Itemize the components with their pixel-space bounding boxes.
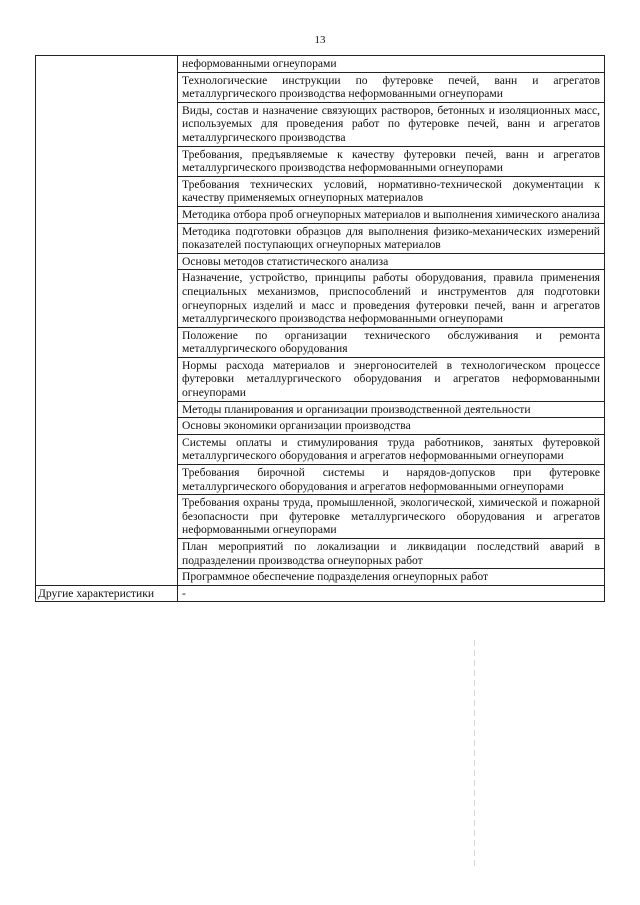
other-characteristics-label: Другие характеристики [36,585,178,602]
page-number: 13 [314,34,326,46]
table-cell [178,569,605,586]
table-cell [178,357,605,401]
table-cell [178,434,605,464]
table-row [36,56,605,73]
table-cell [178,401,605,418]
cell-text: Требования технических условий, нормативно-технической документации к качеству применяемых огнеупорных материалов [182,177,600,205]
merged-label-cell [36,56,178,586]
other-characteristics-row [36,585,605,602]
table-cell [178,56,605,73]
cell-text: неформованными огнеупорами [182,57,337,70]
cell-text: Основы методов статистического анализа [182,254,389,268]
cell-text: Требования, предъявляемые к качеству футеровки печей, ванн и агрегатов металлургического производства неформованными огнеупорами [182,147,600,175]
table-cell [178,253,605,270]
scan-artifact-line [474,640,475,870]
cell-text: Методика подготовки образцов для выполнения физико-механических измерений показателей поступающих огнеупорных материалов [182,224,600,252]
cell-text: Назначение, устройство, принципы работы оборудования, правила применения специальных механизмов, приспособлений и инструментов для подготовки огнеупорных изделий и масс и проведения футеровки печей, ванн и агрегатов металлургического производства неформованными огнеупорами [182,271,600,326]
cell-text: Методика отбора проб огнеупорных материалов и выполнения химического анализа [182,207,600,221]
cell-text: Методы планирования и организации производственной деятельности [182,402,531,416]
table-cell [178,102,605,146]
cell-text: Основы экономики организации производства [182,419,411,433]
table-cell [178,270,605,327]
cell-text: План мероприятий по локализации и ликвидации последствий аварий в подразделении производства огнеупорных работ [182,540,600,567]
knowledge-table [35,55,605,602]
table-cell [178,176,605,206]
table-cell [178,418,605,435]
table-cell [178,206,605,223]
cell-text: Требования бирочной системы и нарядов-допусков при футеровке металлургического оборудования и агрегатов неформованными огнеупорами [182,466,600,493]
table-cell [178,72,605,102]
cell-text: Системы оплаты и стимулирования труда работников, занятых футеровкой металлургического оборудования и агрегатов неформованными огнеупорами [182,435,600,463]
cell-text: Положение по организации технического обслуживания и ремонта металлургического оборудования [182,328,600,356]
table-cell [178,539,605,569]
cell-text: Требования охраны труда, промышленной, экологической, химической и пожарной безопасности при футеровке металлургического оборудования и агрегатов неформованными огнеупорами [182,496,600,537]
knowledge-table-body [36,56,605,602]
cell-text: Виды, состав и назначение связующих растворов, бетонных и изоляционных масс, используемых для проведения работ по футеровке печей, ванн и агрегатов металлургического производства [182,103,600,144]
cell-text: Технологические инструкции по футеровке печей, ванн и агрегатов металлургического производства неформованными огнеупорами [182,73,600,101]
table-cell [178,223,605,253]
table-cell [178,495,605,539]
table-cell [178,327,605,357]
table-cell [178,146,605,176]
other-characteristics-value: - [178,585,605,602]
cell-text: Программное обеспечение подразделения огнеупорных работ [182,570,489,584]
table-cell [178,465,605,495]
cell-text: Нормы расхода материалов и энергоносителей в технологическом процессе футеровки металлургического оборудования и агрегатов неформованными огнеупорами [182,358,600,400]
